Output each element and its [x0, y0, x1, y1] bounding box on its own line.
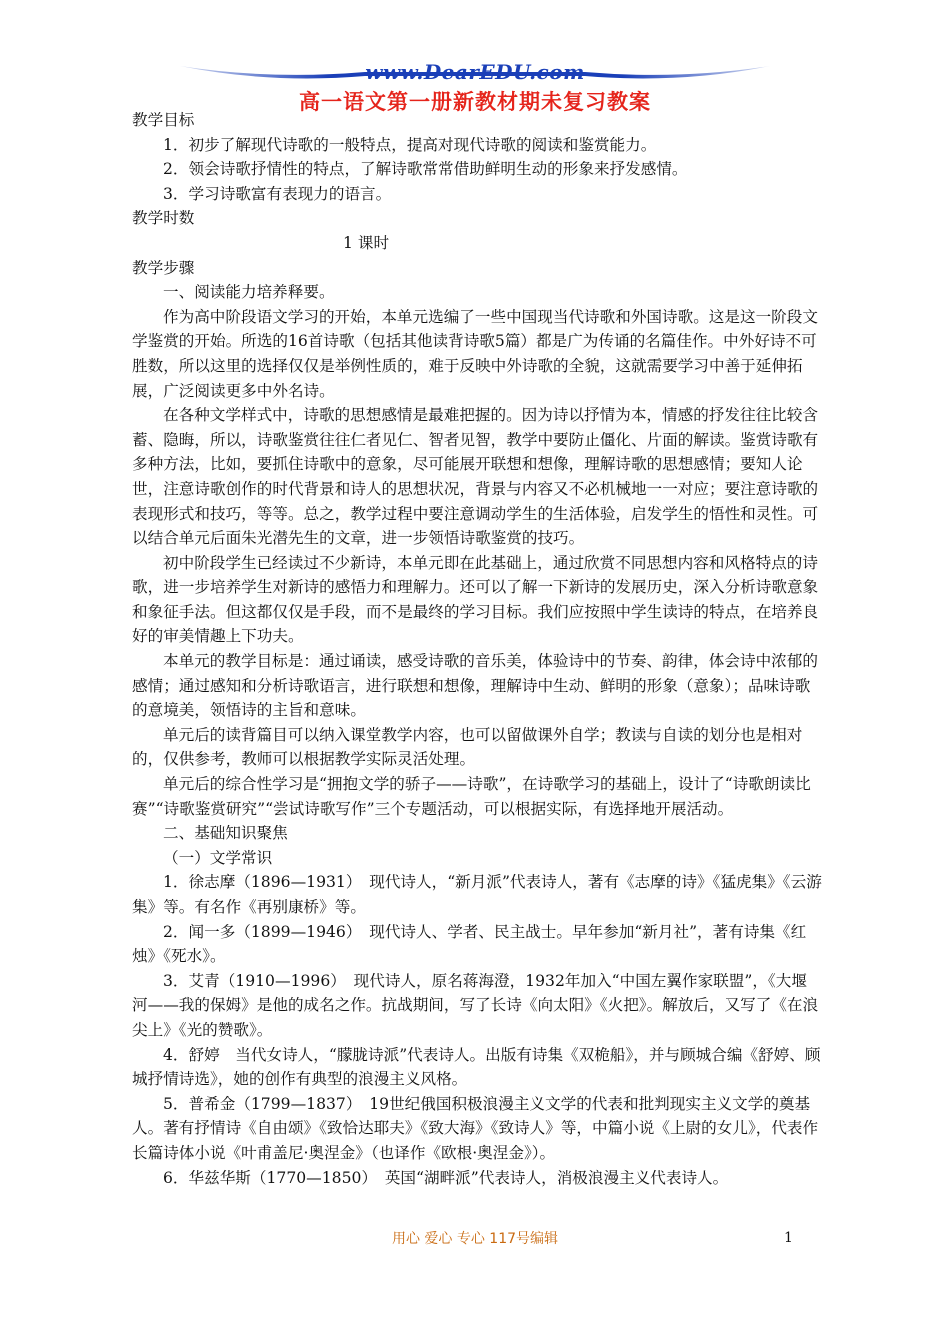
paragraph: 2．领会诗歌抒情性的特点，了解诗歌常常借助鲜明生动的形象来抒发感情。 [163, 160, 688, 179]
paragraph: 单元后的综合性学习是“拥抱文学的骄子——诗歌”，在诗歌学习的基础上，设计了“诗歌朗读比赛”“诗歌鉴赏研究”“尝试诗歌写作”三个专题活动，可以根据实际，有选择地开展活动。 [132, 775, 811, 818]
paragraph: 3．学习诗歌富有表现力的语言。 [163, 184, 392, 203]
paragraph: 作为高中阶段语文学习的开始，本单元选编了一些中国现当代诗歌和外国诗歌。这是这一阶段文学鉴赏的开始。所选的16首诗歌（包括其他读背诗歌5篇）都是广为传诵的名篇佳作。中外好诗不可胜数，所以这里的选择仅仅是举例性质的，难于反映中外诗歌的全貌，这就需要学习中善于延伸拓展，广泛阅读更多中外名诗。 [132, 307, 818, 400]
paragraph: 2．闻一多（1899—1946） 现代诗人、学者、民主战士。早年参加“新月社”，著有诗集《红烛》《死水》。 [132, 922, 807, 966]
paragraph: 二、基础知识聚焦 [163, 824, 288, 843]
paragraph: 一、阅读能力培养释要。 [163, 283, 335, 302]
paragraph: 6．华兹华斯（1770—1850） 英国“湖畔派”代表诗人，消极浪漫主义代表诗人。 [163, 1168, 729, 1187]
paragraph: 1．初步了解现代诗歌的一般特点，提高对现代诗歌的阅读和鉴赏能力。 [163, 135, 657, 154]
section-heading: 教学步骤 [132, 258, 195, 277]
paragraph: （一）文学常识 [163, 848, 273, 867]
site-banner [180, 58, 770, 88]
section-heading: 教学时数 [132, 209, 195, 228]
paragraph: 1 课时 [343, 233, 390, 252]
page-number: 1 [784, 1230, 793, 1246]
document-body [132, 108, 822, 1190]
paragraph: 初中阶段学生已经读过不少新诗，本单元即在此基础上，通过欣赏不同思想内容和风格特点的诗歌，进一步培养学生对新诗的感悟力和理解力。还可以了解一下新诗的发展历史，深入分析诗歌意象和象征手法。但这都仅仅是手段，而不是最终的学习目标。我们应按照中学生读诗的特点，在培养良好的审美情趣上下功夫。 [132, 553, 819, 646]
site-url: www.DearEDU.com [365, 60, 585, 84]
document-title: 高一语文第一册新教材期未复习教案 [299, 90, 651, 114]
section-heading: 教学目标 [132, 111, 195, 129]
paragraph: 4．舒婷 当代女诗人，“朦胧诗派”代表诗人。出版有诗集《双桅船》，并与顾城合编《舒婷、顾城抒情诗选》，她的创作有典型的浪漫主义风格。 [132, 1045, 821, 1089]
paragraph: 3．艾青（1910—1996） 现代诗人，原名蒋海澄，1932年加入“中国左翼作家联盟”，《大堰河——我的保姆》是他的成名之作。抗战期间，写了长诗《向太阳》《火把》。解放后，又写了《在浪尖上》《光的赞歌》。 [132, 971, 819, 1039]
paragraph: 5．普希金（1799—1837） 19世纪俄国积极浪漫主义文学的代表和批判现实主义文学的奠基人。著有抒情诗《自由颂》《致恰达耶夫》《致大海》《致诗人》等，中篇小说《上尉的女儿》，代表作长篇诗体小说《叶甫盖尼·奥涅金》（也译作《欧根·奥涅金》）。 [132, 1094, 819, 1162]
paragraph: 1．徐志摩（1896—1931） 现代诗人，“新月派”代表诗人，著有《志摩的诗》《猛虎集》《云游集》等。有名作《再别康桥》等。 [132, 873, 822, 916]
paragraph: 本单元的教学目标是：通过诵读，感受诗歌的音乐美，体验诗中的节奏、韵律，体会诗中浓郁的感情；通过感知和分析诗歌语言，进行联想和想像，理解诗中生动、鲜明的形象（意象）；品味诗歌的意境美，领悟诗的主旨和意味。 [132, 652, 818, 720]
footer-slogan: 用心 爱心 专心 117号编辑 [391, 1231, 559, 1247]
paragraph: 在各种文学样式中，诗歌的思想感情是最难把握的。因为诗以抒情为本，情感的抒发往往比较含蓄、隐晦，所以，诗歌鉴赏往往仁者见仁、智者见智，教学中要防止僵化、片面的解读。鉴赏诗歌有多种方法，比如，要抓住诗歌中的意象，尽可能展开联想和想像，理解诗歌的思想感情；要知人论世，注意诗歌创作的时代背景和诗人的思想状况，背景与内容又不必机械地一一对应；要注意诗歌的表现形式和技巧，等等。总之，教学过程中要注意调动学生的生活体验，启发学生的悟性和灵性。可以结合单元后面朱光潜先生的文章，进一步领悟诗歌鉴赏的技巧。 [132, 406, 819, 548]
paragraph: 单元后的读背篇目可以纳入课堂教学内容，也可以留做课外自学；教读与自读的划分也是相对的，仅供参考，教师可以根据教学实际灵活处理。 [132, 725, 803, 769]
